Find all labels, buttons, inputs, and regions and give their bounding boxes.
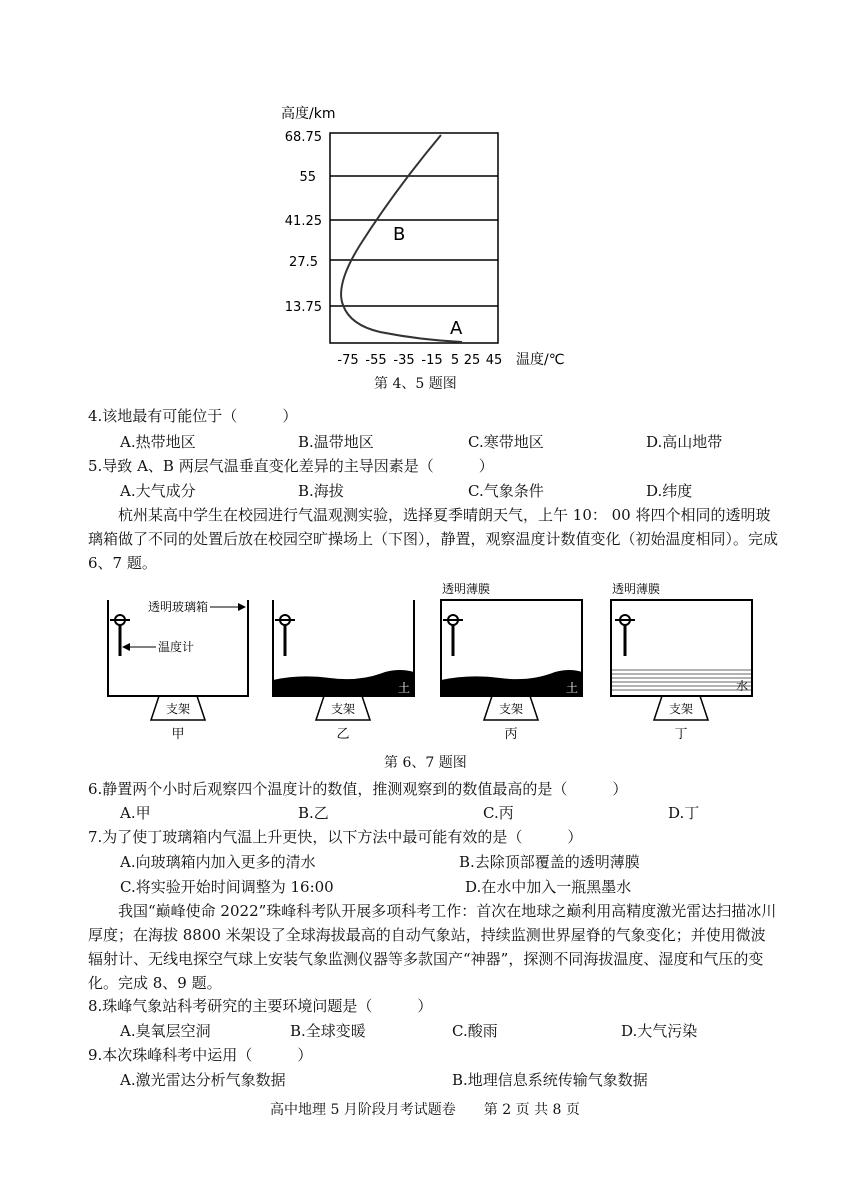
passage-6-7: 杭州某高中学生在校园进行气温观测实验，选择夏季晴朗天气，上午 10： 00 将四个相同的透明玻璃箱做了不同的处置后放在校园空旷操场上（下图），静置，观察温度计数值变化（初始温度相同）。完成 6、7 题。 [88,506,779,572]
stand-label: 支架 [668,702,694,716]
y-tick-label: 13.75 [284,300,322,315]
film-label: 透明薄膜 [442,582,491,596]
question-5-option-c: C.气象条件 [468,482,544,500]
x-tick-label: -15 [421,353,443,368]
y-tick-label: 68.75 [284,130,322,145]
question-7-option-d: D.在水中加入一瓶黑墨水 [465,878,632,896]
question-6-option-d: D.丁 [668,804,700,822]
question-8-option-c: C.酸雨 [452,1022,498,1040]
question-7-option-a: A.向玻璃箱内加入更多的清水 [120,853,316,871]
glass-box-figure [0,570,860,745]
question-8-option-d: D.大气污染 [621,1022,698,1040]
stand-label: 支架 [330,702,356,716]
box-bing [441,581,582,742]
figure-caption-6-7: 第 6、7 题图 [384,755,467,771]
x-axis-label: 温度/℃ [516,352,565,368]
x-tick-label: 25 [463,353,481,368]
question-4-option-a: A.热带地区 [120,433,196,451]
plot-frame [330,133,498,343]
y-tick-label: 27.5 [289,255,318,270]
question-5-stem: 5.导致 A、B 两层气温垂直变化差异的主导因素是（ ） [88,457,494,475]
question-6-option-c: C.丙 [483,804,514,822]
question-4-option-c: C.寒带地区 [468,433,544,451]
thermometer-label: 温度计 [158,640,195,654]
question-4-option-b: B.温带地区 [298,433,374,451]
question-5-option-a: A.大气成分 [120,482,196,500]
question-9-option-b: B.地理信息系统传输气象数据 [452,1071,648,1089]
film-label: 透明薄膜 [612,582,661,596]
y-axis-label: 高度/km [281,106,336,122]
box-yi [273,600,414,742]
box-ding [611,581,752,742]
x-tick-label: 5 [450,353,460,368]
question-6-option-b: B.乙 [298,804,329,822]
box-jia [108,599,248,742]
question-6-option-a: A.甲 [120,804,151,822]
x-tick-label: -35 [393,353,415,368]
question-7-option-c: C.将实验开始时间调整为 16:00 [120,878,334,896]
question-8-option-a: A.臭氧层空洞 [120,1022,211,1040]
x-tick-label: 45 [485,353,503,368]
point-a-label: A [450,318,463,339]
question-5-option-b: B.海拔 [298,482,344,500]
y-tick-label: 41.25 [284,214,322,229]
stand-label: 支架 [165,702,191,716]
box-label: 透明玻璃箱 [148,600,209,614]
question-5-option-d: D.纬度 [646,482,693,500]
temperature-height-chart [0,0,860,400]
x-tick-label: -75 [337,353,359,368]
passage-8-9: 我国“巅峰使命 2022”珠峰科考队开展多项科考工作：首次在地球之巅利用高精度激光雷达扫描冰川厚度；在海拔 8800 米架设了全球海拔最高的自动气象站，持续监测世界屋脊的气象变化；并使用微波辐射计、无线电探空气球上安装气象监测仪器等多款国产“神器”，探测不同海拔温度、湿度和气压的变化。完成 8、9 题。 [88,902,777,992]
question-7-stem: 7.为了使丁玻璃箱内气温上升更快，以下方法中最可能有效的是（ ） [88,828,583,846]
question-8-stem: 8.珠峰气象站科考研究的主要环境问题是（ ） [88,997,433,1015]
question-6-stem: 6.静置两个小时后观察四个温度计的数值，推测观察到的数值最高的是（ ） [88,780,628,798]
question-4-stem: 4.该地最有可能位于（ ） [88,407,298,425]
box-name-bing: 丙 [504,727,518,742]
box-name-ding: 丁 [674,727,688,742]
question-7-option-b: B.去除顶部覆盖的透明薄膜 [459,853,640,871]
figure-caption-4-5: 第 4、5 题图 [374,376,457,392]
x-tick-label: -55 [365,353,387,368]
box-name-yi: 乙 [336,727,350,742]
y-tick-label: 55 [299,170,316,185]
soil-label: 土 [565,681,579,695]
soil-label: 土 [397,681,411,695]
stand-label: 支架 [498,702,524,716]
box-name-jia: 甲 [171,727,185,742]
point-b-label: B [393,224,406,245]
question-9-option-a: A.激光雷达分析气象数据 [120,1071,286,1089]
question-9-stem: 9.本次珠峰科考中运用（ ） [88,1046,313,1064]
page-footer: 高中地理 5 月阶段月考试题卷 第 2 页 共 8 页 [270,1102,580,1118]
question-4-option-d: D.高山地带 [646,433,723,451]
water-label: 水 [735,679,749,693]
question-8-option-b: B.全球变暖 [290,1022,366,1040]
